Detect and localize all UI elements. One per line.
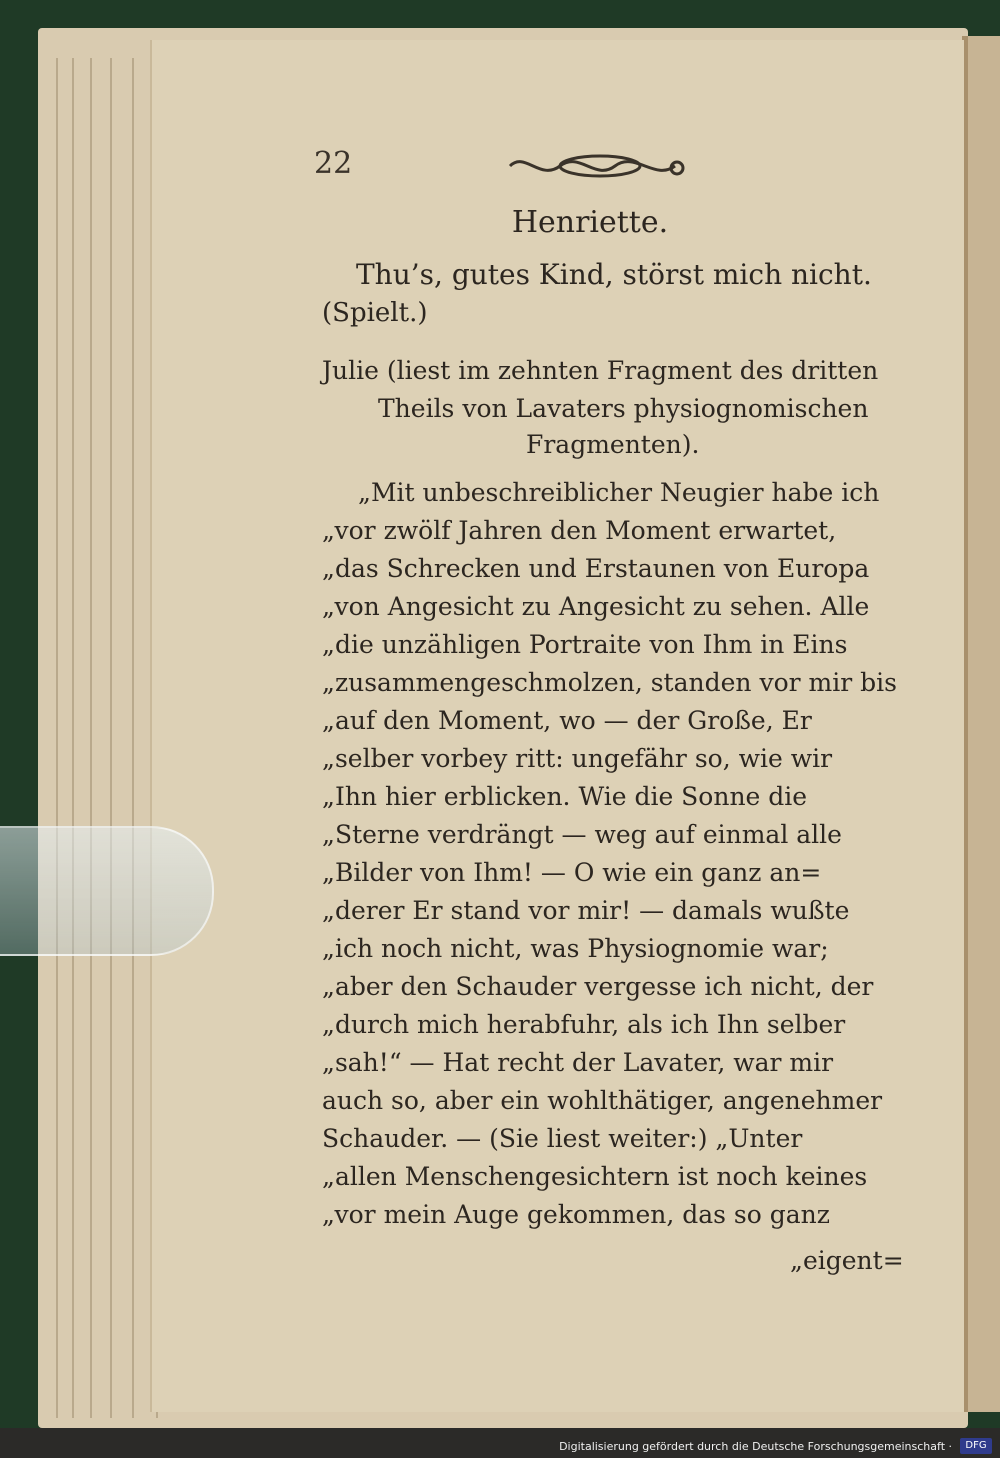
printers-ornament-icon <box>505 146 695 186</box>
text-line: „ich noch nicht, was Physiognomie war; <box>322 934 829 963</box>
text-line: „durch mich herabfuhr, als ich Ihn selber <box>322 1010 846 1039</box>
text-line: „auf den Moment, wo — der Große, Er <box>322 706 812 735</box>
text-line: „von Angesicht zu Angesicht zu sehen. Alle <box>322 592 870 621</box>
text-line: „selber vorbey ritt: ungefähr so, wie wir <box>322 744 833 773</box>
digitization-credit: Digitalisierung gefördert durch die Deutsche Forschungsgemeinschaft · <box>559 1440 952 1453</box>
text-line: „das Schrecken und Erstaunen von Europa <box>322 554 870 583</box>
text-line: „vor mein Auge gekommen, das so ganz <box>322 1200 830 1229</box>
text-line: „allen Menschengesichtern ist noch keines <box>322 1162 868 1191</box>
glass-page-weight <box>0 826 214 956</box>
text-line: „sah!“ — Hat recht der Lavater, war mir <box>322 1048 834 1077</box>
page-edge <box>72 58 74 1418</box>
text-line: Julie (liest im zehnten Fragment des dritten <box>322 356 879 385</box>
text-line: „Sterne verdrängt — weg auf einmal alle <box>322 820 842 849</box>
text-line: „aber den Schauder vergesse ich nicht, der <box>322 972 874 1001</box>
page-number: 22 <box>314 146 353 181</box>
page-edge <box>90 58 92 1418</box>
text-line: „derer Er stand vor mir! — damals wußte <box>322 896 850 925</box>
text-line: „Ihn hier erblicken. Wie die Sonne die <box>322 782 808 811</box>
speaker-heading: Henriette. <box>511 205 669 240</box>
text-line: „die unzähligen Portraite von Ihm in Eins <box>322 630 848 659</box>
page-edge <box>132 58 134 1418</box>
page-edge <box>110 58 112 1418</box>
text-line: Schauder. — (Sie liest weiter:) „Unter <box>322 1124 803 1153</box>
text-line: „zusammengeschmolzen, standen vor mir bis <box>322 668 897 697</box>
dfg-logo: DFG <box>960 1438 992 1454</box>
text-line: Thu’s, gutes Kind, störst mich nicht. <box>356 258 872 291</box>
catchword: „eigent= <box>790 1246 904 1275</box>
text-line: Theils von Lavaters physiognomischen <box>378 394 869 423</box>
text-line: Fragmenten). <box>526 430 700 459</box>
text-line: (Spielt.) <box>322 298 428 328</box>
text-line: auch so, aber ein wohlthätiger, angenehmer <box>322 1086 883 1115</box>
facing-page-edge <box>962 36 1000 1412</box>
text-line: „vor zwölf Jahren den Moment erwartet, <box>322 516 837 545</box>
page-edge <box>56 58 58 1418</box>
text-line: „Bilder von Ihm! — O wie ein ganz an= <box>322 858 822 887</box>
text-line: „Mit unbeschreiblicher Neugier habe ich <box>358 478 880 507</box>
